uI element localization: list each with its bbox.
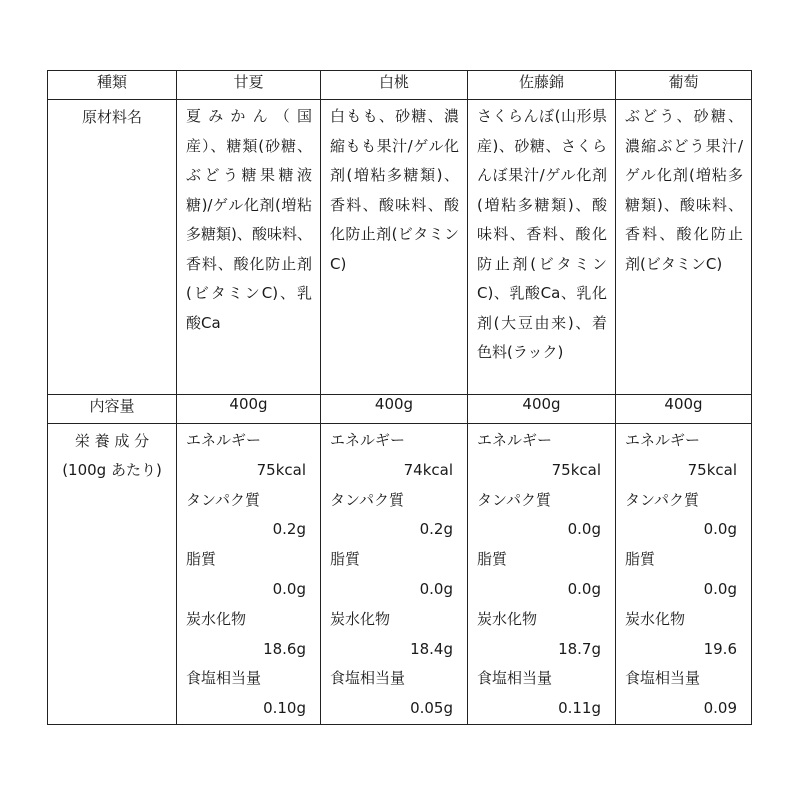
protein-label: タンパク質: [186, 490, 260, 509]
nutrition-row: [48, 424, 752, 725]
carbs-label: 炭水化物: [330, 609, 391, 628]
ingredients-text: ぶどう、砂糖、濃縮ぶどう果汁/ゲル化剤(増粘多糖類)、酸味料、香料、酸化防止剤(ビタミンC): [625, 107, 743, 273]
header-row: [48, 71, 752, 100]
protein-label: タンパク質: [477, 490, 551, 509]
energy-value: 75kcal: [256, 460, 306, 479]
ingredients-text: 夏みかん（国産）、糖類(砂糖、ぶどう糖果糖液糖)/ゲル化剤(増粘多糖類)、酸味料、香料、酸化防止剤(ビタミンC)、乳酸Ca: [186, 107, 312, 332]
salt-label: 食塩相当量: [330, 669, 406, 688]
product-name-amanatsu: 甘夏: [177, 71, 321, 100]
salt-label: 食塩相当量: [625, 669, 701, 688]
capacity-value: 400g: [177, 395, 321, 424]
product-name-satonishiki: 佐藤錦: [468, 71, 616, 100]
capacity-value: 400g: [616, 395, 752, 424]
ingredients-cell: [177, 100, 321, 395]
ingredients-text: 白もも、砂糖、濃縮もも果汁/ゲル化剤(増粘多糖類)、香料、酸味料、酸化防止剤(ビタミンC): [330, 107, 459, 273]
energy-label: エネルギー: [330, 431, 406, 449]
capacity-value: 400g: [468, 395, 616, 424]
energy-value: 75kcal: [551, 460, 601, 479]
salt-value: 0.09: [703, 699, 737, 718]
ingredients-label: 原材料名: [81, 108, 142, 126]
energy-label: エネルギー: [625, 431, 701, 449]
fat-label: 脂質: [625, 550, 656, 569]
ingredients-cell: [468, 100, 616, 395]
ingredients-header: [48, 100, 177, 395]
carbs-label: 炭水化物: [625, 609, 686, 628]
fat-label: 脂質: [330, 550, 361, 569]
capacity-value: 400g: [321, 395, 468, 424]
nutrition-label: 栄 養 成 分: [74, 432, 150, 450]
product-spec-table: [47, 70, 752, 725]
salt-label: 食塩相当量: [477, 669, 553, 688]
protein-value: 0.0g: [703, 520, 737, 539]
carbs-value: 18.6g: [263, 639, 306, 658]
nutrition-basis-label: (100g あたり): [62, 461, 162, 479]
energy-value: 75kcal: [687, 460, 737, 479]
protein-value: 0.2g: [272, 520, 306, 539]
type-header: 種類: [48, 71, 177, 100]
fat-value: 0.0g: [567, 579, 601, 598]
nutrition-cell: [321, 424, 468, 725]
protein-label: タンパク質: [330, 490, 404, 509]
nutrition-cell: [468, 424, 616, 725]
ingredients-row: [48, 100, 752, 395]
carbs-value: 18.4g: [410, 639, 453, 658]
energy-label: エネルギー: [186, 431, 262, 449]
nutrition-cell: [616, 424, 752, 725]
protein-label: タンパク質: [625, 490, 699, 509]
ingredients-cell: [321, 100, 468, 395]
protein-value: 0.0g: [567, 520, 601, 539]
nutrition-header: [48, 424, 177, 725]
fat-label: 脂質: [186, 550, 217, 569]
energy-value: 74kcal: [403, 460, 453, 479]
carbs-value: 19.6: [703, 639, 737, 658]
capacity-row: [48, 395, 752, 424]
fat-value: 0.0g: [272, 579, 306, 598]
carbs-label: 炭水化物: [186, 609, 247, 628]
fat-value: 0.0g: [419, 579, 453, 598]
salt-value: 0.11g: [558, 699, 601, 718]
energy-label: エネルギー: [477, 431, 553, 449]
carbs-label: 炭水化物: [477, 609, 538, 628]
protein-value: 0.2g: [419, 520, 453, 539]
product-name-budou: 葡萄: [616, 71, 752, 100]
salt-value: 0.10g: [263, 699, 306, 718]
fat-value: 0.0g: [703, 579, 737, 598]
ingredients-text: さくらんぼ(山形県産)、砂糖、さくらんぼ果汁/ゲル化剤(増粘多糖類)、酸味料、香料、酸化防止剤(ビタミンC)、乳酸Ca、乳化剤(大豆由来)、着色料(ラック): [477, 107, 607, 361]
nutrition-cell: [177, 424, 321, 725]
ingredients-cell: [616, 100, 752, 395]
fat-label: 脂質: [477, 550, 508, 569]
salt-label: 食塩相当量: [186, 669, 262, 688]
product-name-hakutou: 白桃: [321, 71, 468, 100]
salt-value: 0.05g: [410, 699, 453, 718]
capacity-header: 内容量: [48, 395, 177, 424]
carbs-value: 18.7g: [558, 639, 601, 658]
